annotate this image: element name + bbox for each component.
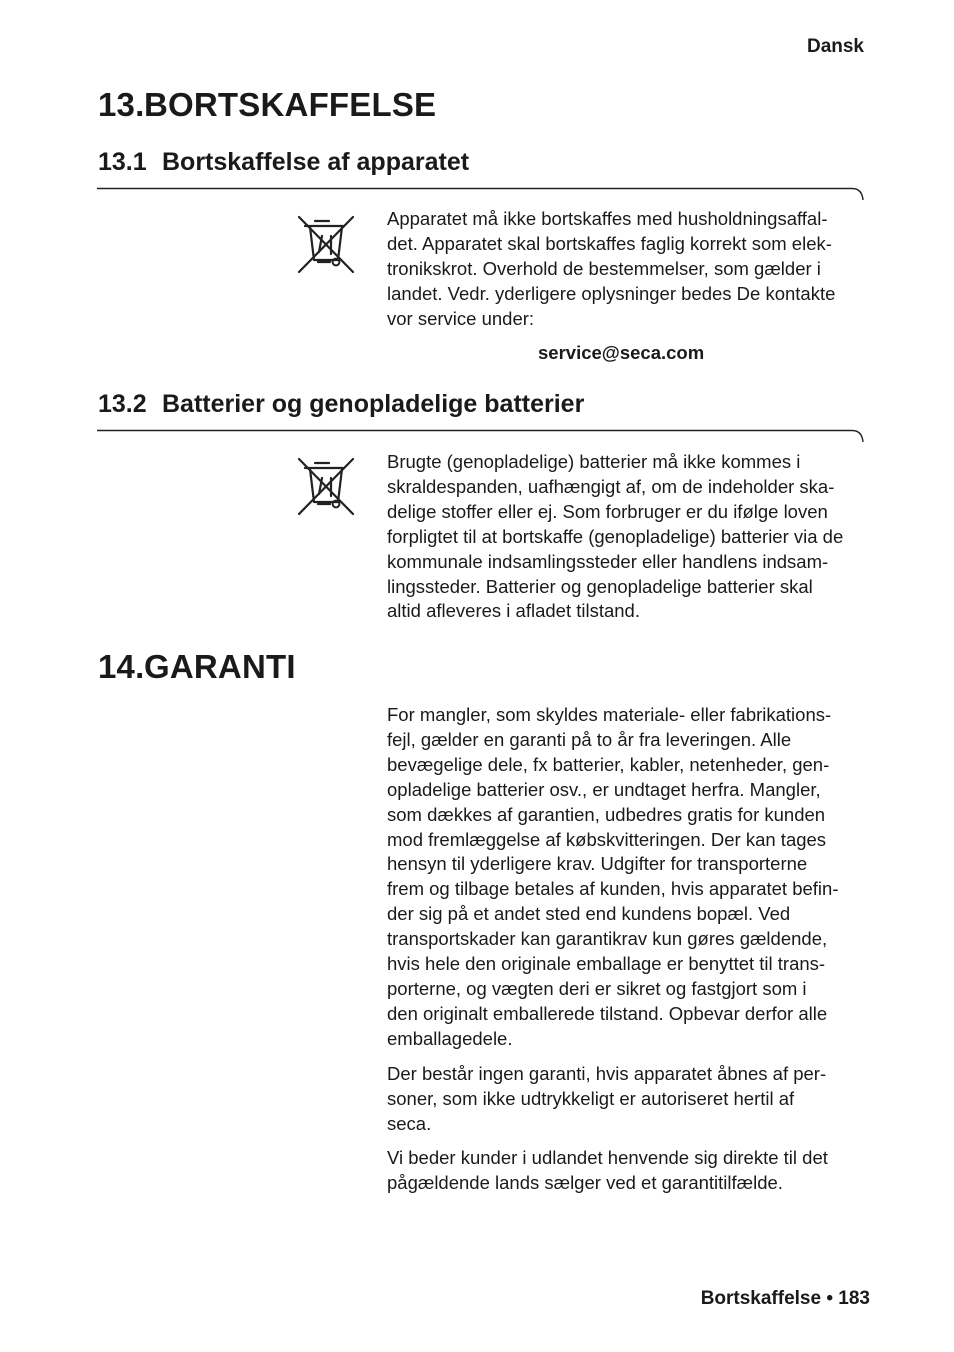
warranty-paragraph <box>387 1062 871 1137</box>
disposal-device-text <box>387 207 871 332</box>
warranty-paragraph <box>387 703 871 1052</box>
crossed-out-wheelie-bin-icon <box>296 214 356 276</box>
section-number: 13.2 <box>98 390 147 418</box>
text-line: skraldespanden, uafhængigt af, om de indeholder ska- <box>387 475 835 497</box>
batteries-text <box>387 450 871 624</box>
text-line: altid afleveres i afladet tilstand. <box>387 600 640 622</box>
section-number: 13.1 <box>98 148 147 176</box>
text-line: lingssteder. Batterier og genopladelige batterier skal <box>387 575 813 597</box>
text-line: tronikskrot. Overhold de bestemmelser, som gælder i <box>387 257 821 279</box>
text-line: vor service under: <box>387 307 535 329</box>
page-footer <box>701 1288 870 1310</box>
text-line: bevægelige dele, fx batterier, kabler, netenheder, gen- <box>387 753 830 775</box>
chapter-14-heading <box>98 648 296 686</box>
text-line: der sig på et andet sted end kundens bopæl. Ved <box>387 903 791 925</box>
chapter-title: GARANTI <box>144 648 296 685</box>
text-line: som dækkes af garantien, udbedres gratis for kunden <box>387 803 826 825</box>
warranty-paragraph <box>387 1146 871 1196</box>
text-line: hvis hele den originale emballage er benyttet til trans- <box>387 953 826 975</box>
text-line: pågældende lands sælger ved et garantitilfælde. <box>387 1172 783 1194</box>
text-line: seca. <box>387 1112 432 1134</box>
section-13-1-heading <box>98 148 469 177</box>
page-number: 183 <box>838 1288 870 1309</box>
text-line: forpligtet til at bortskaffe (genopladelige) batterier via de <box>387 525 844 547</box>
section-divider <box>97 428 864 450</box>
section-title: Bortskaffelse af apparatet <box>162 148 470 176</box>
text-line: fejl, gælder en garanti på to år fra leveringen. Alle <box>387 728 792 750</box>
text-line: Apparatet må ikke bortskaffes med husholdningsaffal- <box>387 208 828 229</box>
text-line: soner, som ikke udtrykkeligt er autoriseret hertil af <box>387 1087 795 1109</box>
text-line: kommunale indsamlingssteder eller handlens indsam- <box>387 550 829 572</box>
chapter-number: 13. <box>98 86 145 123</box>
chapter-title: BORTSKAFFELSE <box>144 86 437 123</box>
text-line: transportskader kan garantikrav kun gøres gældende, <box>387 928 828 950</box>
service-email-link[interactable]: service@seca.com <box>538 342 705 363</box>
text-line: porterne, og vægten deri er sikret og fastgjort som i <box>387 977 807 999</box>
text-line: landet. Vedr. yderligere oplysninger bedes De kontakte <box>387 282 836 304</box>
chapter-number: 14. <box>98 648 145 685</box>
text-line: den originalt emballerede tilstand. Opbevar derfor alle <box>387 1002 828 1024</box>
text-line: Der består ingen garanti, hvis apparatet åbnes af per- <box>387 1062 827 1084</box>
text-line: emballagedele. <box>387 1027 513 1049</box>
section-divider <box>97 186 864 208</box>
text-line: delige stoffer eller ej. Som forbruger er du ifølge loven <box>387 500 828 522</box>
text-line: hensyn til yderligere krav. Udgifter for transporterne <box>387 853 808 875</box>
footer-section: Bortskaffelse <box>700 1288 822 1309</box>
crossed-out-wheelie-bin-icon <box>296 456 356 518</box>
text-line: For mangler, som skyldes materiale- eller fabrikations- <box>387 704 832 725</box>
text-line: opladelige batterier osv., er undtaget herfra. Mangler, <box>387 778 821 800</box>
section-title: Batterier og genopladelige batterier <box>162 390 585 418</box>
section-13-2-heading <box>98 390 584 419</box>
chapter-13-heading <box>98 86 436 124</box>
warranty-text <box>387 703 871 1206</box>
text-line: det. Apparatet skal bortskaffes faglig korrekt som elek- <box>387 232 832 254</box>
text-line: mod fremlæggelse af købskvitteringen. Der kan tages <box>387 828 827 850</box>
text-line: Brugte (genopladelige) batterier må ikke kommes i <box>387 451 801 472</box>
language-label: Dansk <box>806 36 864 57</box>
text-line: frem og tilbage betales af kunden, hvis apparatet befin- <box>387 878 839 900</box>
text-line: Vi beder kunder i udlandet henvende sig direkte til det <box>387 1147 828 1169</box>
footer-separator: • <box>826 1288 834 1309</box>
